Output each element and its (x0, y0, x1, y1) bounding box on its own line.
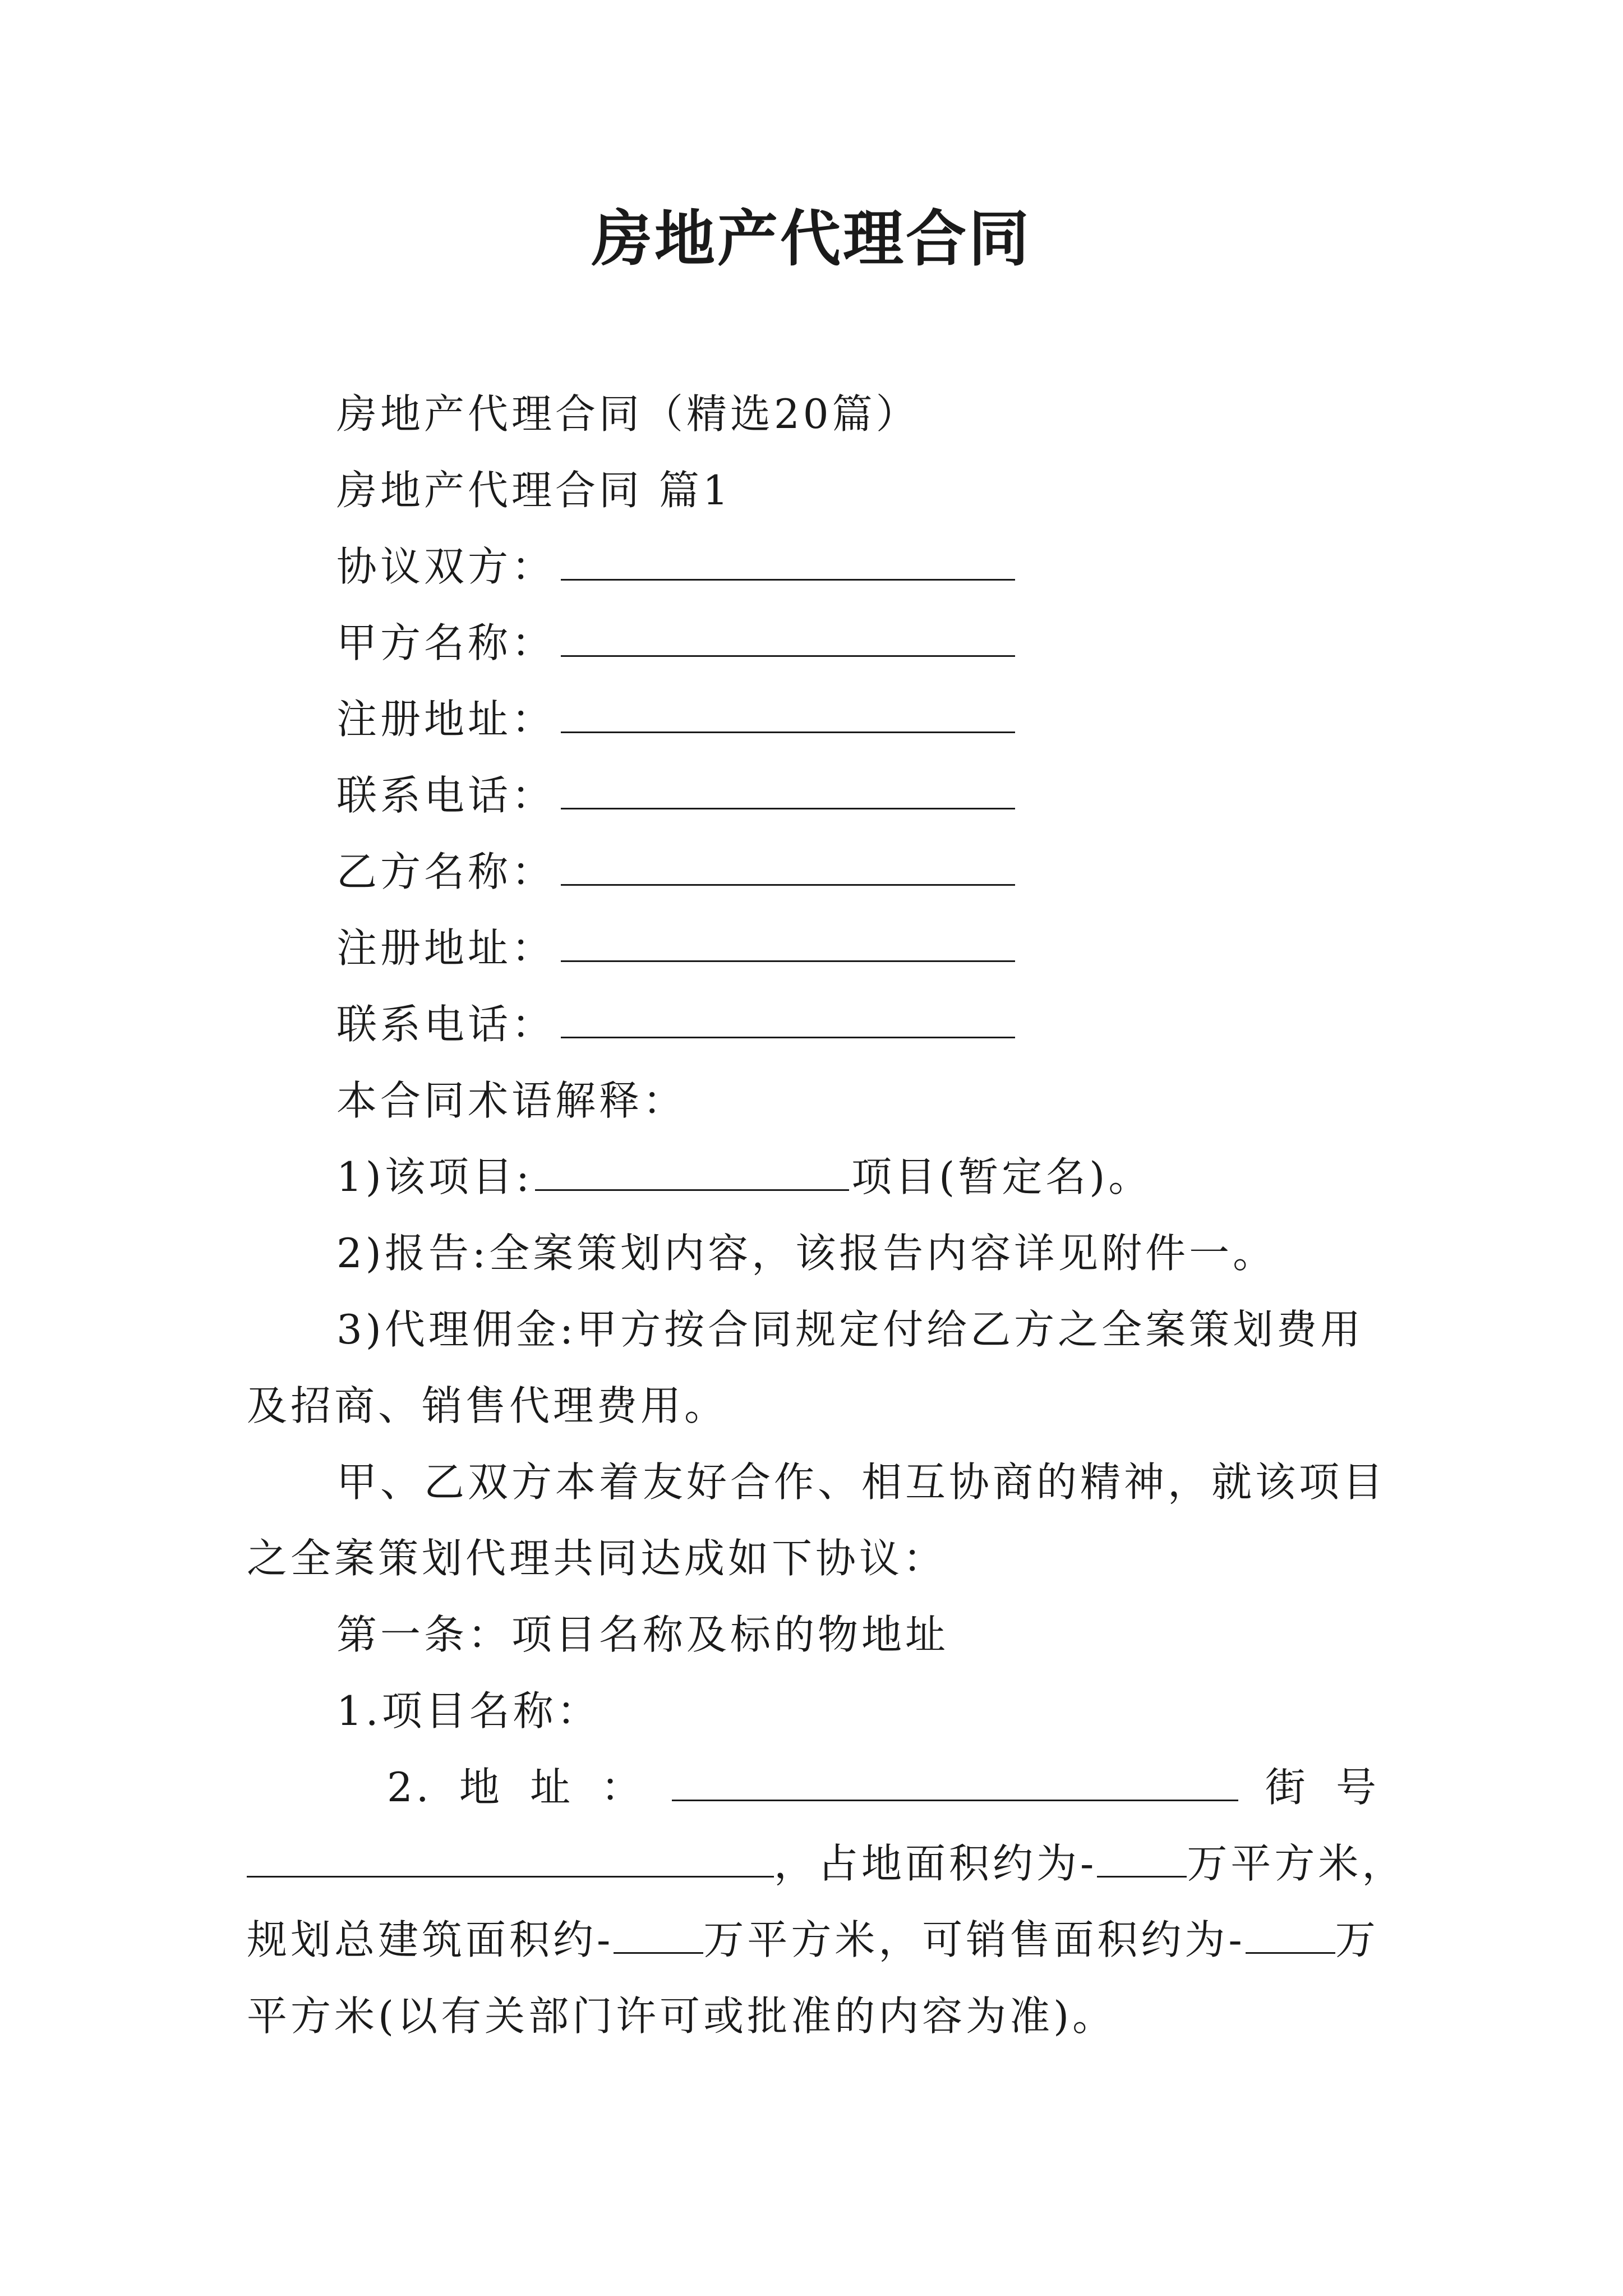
field-label: 乙方名称： (336, 848, 556, 895)
field-parties (336, 540, 1015, 593)
terms-heading: 本合同术语解释： (336, 1077, 687, 1124)
term-3-line-2: 及招商、销售代理费用。 (247, 1382, 728, 1429)
field-label: 联系电话： (336, 1001, 556, 1048)
item-2-number: 2. (387, 1764, 432, 1811)
term-1-prefix: 1)该项目: (336, 1153, 533, 1200)
fill-blank (561, 545, 1015, 581)
item-2-char: 号 (1335, 1764, 1380, 1811)
fill-blank (247, 1842, 774, 1878)
area-line-1-a: ，占地面积约为- (774, 1840, 1098, 1887)
page-title: 房地产代理合同 (591, 204, 1031, 274)
fill-blank (561, 774, 1015, 809)
area-line-2-b: 万平方米，可销售面积约为- (703, 1916, 1246, 1963)
field-label: 注册地址： (336, 924, 556, 972)
fill-blank (614, 1918, 703, 1954)
field-label: 注册地址： (336, 696, 556, 743)
term-1 (336, 1150, 1152, 1204)
field-label: 协议双方： (336, 543, 556, 590)
fill-blank (535, 1156, 849, 1191)
field-party-a-phone (336, 769, 1015, 822)
intro-line-2: 之全案策划代理共同达成如下协议： (247, 1535, 947, 1582)
fill-blank (561, 927, 1015, 962)
field-party-b-name (336, 845, 1015, 899)
subtitle: 房地产代理合同（精选20篇） (336, 390, 920, 438)
item-2-char: 街 (1265, 1764, 1309, 1811)
fill-blank (1246, 1918, 1335, 1954)
area-line-2 (247, 1913, 1379, 1967)
item-1: 1.项目名称： (336, 1687, 601, 1734)
item-2-char: 地 (459, 1764, 503, 1811)
field-party-b-phone (336, 997, 1015, 1051)
field-party-a-name (336, 616, 1015, 670)
fill-blank (561, 850, 1015, 886)
item-2-char: 址 (530, 1764, 574, 1811)
area-line-3: 平方米(以有关部门许可或批准的内容为准)。 (247, 1993, 1117, 2040)
intro-line-1: 甲、乙双方本着友好合作、相互协商的精神，就该项目 (336, 1458, 1387, 1506)
area-line-2-c: 万 (1335, 1916, 1379, 1963)
field-label: 联系电话： (336, 772, 556, 819)
term-3-line-1: 3)代理佣金:甲方按合同规定付给乙方之全案策划费用 (336, 1306, 1364, 1353)
article-1-heading: 第一条：项目名称及标的物地址 (336, 1611, 949, 1658)
area-line-1 (247, 1837, 1405, 1890)
area-line-1-b: 万平方米， (1187, 1840, 1406, 1887)
field-party-a-address (336, 692, 1015, 746)
field-party-b-address (336, 921, 1015, 975)
fill-blank (561, 622, 1015, 657)
item-2-line (387, 1760, 1380, 1814)
area-line-2-a: 规划总建筑面积约- (247, 1916, 614, 1963)
fill-blank (1097, 1842, 1187, 1878)
fill-blank (561, 698, 1015, 733)
term-1-suffix: 项目(暂定名)。 (851, 1153, 1152, 1200)
fill-blank (672, 1766, 1238, 1801)
fill-blank (561, 1003, 1015, 1038)
section-heading: 房地产代理合同 篇1 (336, 467, 732, 514)
field-label: 甲方名称： (336, 619, 556, 666)
item-2-char: ： (601, 1764, 645, 1811)
term-2: 2)报告:全案策划内容，该报告内容详见附件一。 (336, 1230, 1277, 1277)
